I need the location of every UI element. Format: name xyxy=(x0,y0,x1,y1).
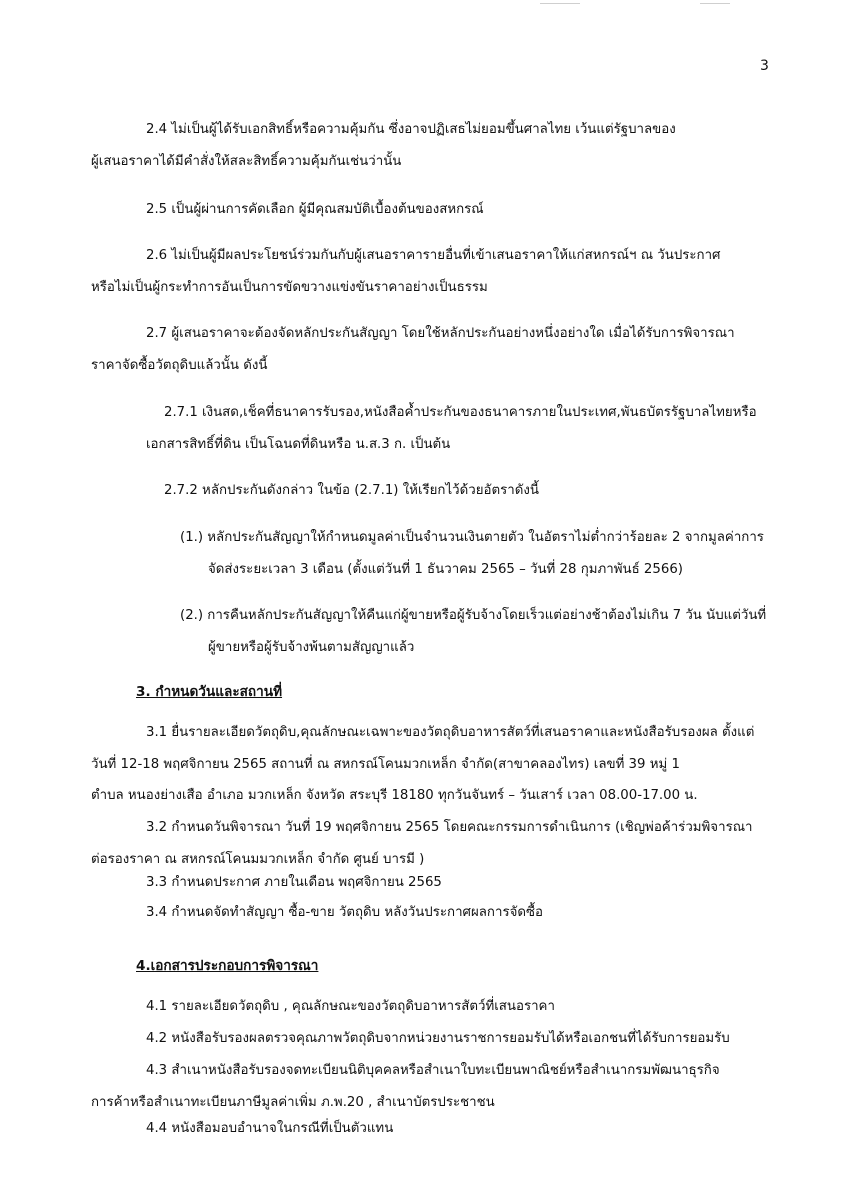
para-2-7-line-2: ราคาจัดซื้อวัตถุดิบแล้วนั้น ดังนี้ xyxy=(91,358,268,373)
scan-artifact xyxy=(700,3,730,4)
para-2-6-line-1: 2.6 ไม่เป็นผู้มีผลประโยชน์ร่วมกันกับผู้เสนอราคารายอื่นที่เข้าเสนอราคาให้แก่สหกรณ์ฯ ณ วันประกาศ xyxy=(146,248,721,263)
para-3-1-line-2: วันที่ 12-18 พฤศจิกายน 2565 สถานที่ ณ สหกรณ์โคนมวกเหล็ก จำกัด(สาขาคลองไทร) เลขที่ 39 หมู่ 1 xyxy=(91,757,680,772)
para-2-5-line-1: 2.5 เป็นผู้ผ่านการคัดเลือก ผู้มีคุณสมบัติเบื้องต้นของสหกรณ์ xyxy=(146,202,484,217)
item-2-line-2: ผู้ขายหรือผู้รับจ้างพ้นตามสัญญาแล้ว xyxy=(208,640,415,655)
para-3-3-line-1: 3.3 กำหนดประกาศ ภายในเดือน พฤศจิกายน 2565 xyxy=(146,875,442,890)
para-4-3-line-2: การค้าหรือสำเนาทะเบียนภาษีมูลค่าเพิ่ม ภ.พ.20 , สำเนาบัตรประชาชน xyxy=(91,1095,495,1110)
para-2-4-line-1: 2.4 ไม่เป็นผู้ได้รับเอกสิทธิ์หรือความคุ้มกัน ซึ่งอาจปฏิเสธไม่ยอมขึ้นศาลไทย เว้นแต่รัฐบาลของ xyxy=(146,122,676,137)
para-2-7-line-1: 2.7 ผู้เสนอราคาจะต้องจัดหลักประกันสัญญา โดยใช้หลักประกันอย่างหนึ่งอย่างใด เมื่อได้รับการพิจารณา xyxy=(146,326,735,341)
scan-artifact xyxy=(540,3,580,4)
para-4-4-line-1: 4.4 หนังสือมอบอำนาจในกรณีที่เป็นตัวแทน xyxy=(146,1121,394,1136)
para-2-6-line-2: หรือไม่เป็นผู้กระทำการอันเป็นการขัดขวางแข่งขันราคาอย่างเป็นธรรม xyxy=(91,280,488,295)
para-3-1-line-3: ตำบล หนองย่างเสือ อำเภอ มวกเหล็ก จังหวัด สระบุรี 18180 ทุกวันจันทร์ – วันเสาร์ เวลา 08.00-17.00 น. xyxy=(91,788,698,803)
section-3-heading: 3. กำหนดวันและสถานที่ xyxy=(136,684,283,700)
para-3-1-line-1: 3.1 ยื่นรายละเอียดวัตถุดิบ,คุณลักษณะเฉพาะของวัตถุดิบอาหารสัตว์ที่เสนอราคาและหนังสือรับรองผล ตั้งแต่ xyxy=(146,725,755,740)
para-4-3-line-1: 4.3 สำเนาหนังสือรับรองจดทะเบียนนิติบุคคลหรือสำเนาใบทะเบียนพาณิชย์หรือสำเนากรมพัฒนาธุรกิจ xyxy=(146,1063,720,1078)
page-number: 3 xyxy=(760,58,769,74)
para-4-2-line-1: 4.2 หนังสือรับรองผลตรวจคุณภาพวัตถุดิบจากหน่วยงานราชการยอมรับได้หรือเอกชนที่ได้รับการยอมรับ xyxy=(146,1031,730,1046)
para-3-2-line-1: 3.2 กำหนดวันพิจารณา วันที่ 19 พฤศจิกายน 2565 โดยคณะกรรมการดำเนินการ (เชิญพ่อค้าร่วมพิจารณา xyxy=(146,820,753,835)
para-3-4-line-1: 3.4 กำหนดจัดทำสัญญา ซื้อ-ขาย วัตถุดิบ หลังวันประกาศผลการจัดซื้อ xyxy=(146,905,544,920)
para-3-2-line-2: ต่อรองราคา ณ สหกรณ์โคนมมวกเหล็ก จำกัด ศูนย์ บารมี ) xyxy=(91,852,425,867)
item-1-line-1: (1.) หลักประกันสัญญาให้กำหนดมูลค่าเป็นจำนวนเงินตายตัว ในอัตราไม่ต่ำกว่าร้อยละ 2 จากมูลค่าการ xyxy=(180,530,764,545)
item-1-line-2: จัดส่งระยะเวลา 3 เดือน (ตั้งแต่วันที่ 1 ธันวาคม 2565 – วันที่ 28 กุมภาพันธ์ 2566) xyxy=(208,562,683,577)
para-4-1-line-1: 4.1 รายละเอียดวัตถุดิบ , คุณลักษณะของวัตถุดิบอาหารสัตว์ที่เสนอราคา xyxy=(146,999,555,1014)
para-2-4-line-2: ผู้เสนอราคาได้มีคำสั่งให้สละสิทธิ์ความคุ้มกันเช่นว่านั้น xyxy=(91,154,402,169)
section-4-heading: 4.เอกสารประกอบการพิจารณา xyxy=(136,958,319,974)
item-2-line-1: (2.) การคืนหลักประกันสัญญาให้คืนแก่ผู้ขายหรือผู้รับจ้างโดยเร็วแต่อย่างช้าต้องไม่เกิน 7 วัน นับแต่วันที่ xyxy=(180,608,767,623)
para-2-7-2-line-1: 2.7.2 หลักประกันดังกล่าว ในข้อ (2.7.1) ให้เรียกไว้ด้วยอัตราดังนี้ xyxy=(164,483,539,498)
para-2-7-1-line-2: เอกสารสิทธิ์ที่ดิน เป็นโฉนดที่ดินหรือ น.ส.3 ก. เป็นต้น xyxy=(146,437,451,452)
para-2-7-1-line-1: 2.7.1 เงินสด,เช็คที่ธนาคารรับรอง,หนังสือค้ำประกันของธนาคารภายในประเทศ,พันธบัตรรัฐบาลไทยหรือ xyxy=(164,405,757,420)
